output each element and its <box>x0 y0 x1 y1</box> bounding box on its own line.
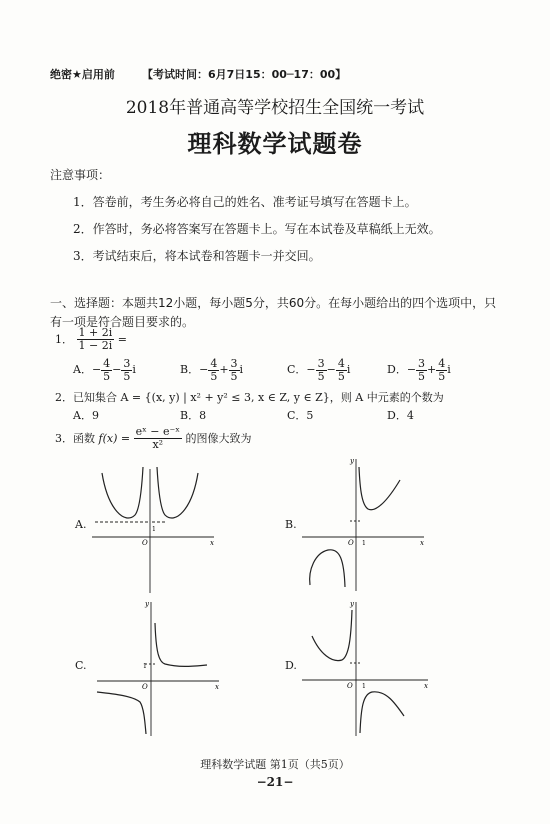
tick-label-one: 1 <box>362 683 366 690</box>
q1-option-a: A．− $\frac{4}{5}$ − $\frac{3}{5}$ i <box>73 357 136 383</box>
q1-option-b: B．− $\frac{4}{5}$ + $\frac{3}{5}$ i <box>180 357 244 383</box>
question-1: 1． $\frac{1 + 2i}{1 - 2i}$ = <box>55 326 127 352</box>
graph-a <box>90 465 220 595</box>
tick-label-one: 1 <box>152 526 156 533</box>
q2-option-d: D．4 <box>387 409 414 422</box>
section-heading-cont: 有一项是符合题目要求的。 <box>50 315 195 329</box>
x-axis-label: x <box>420 539 424 547</box>
q3-fraction: $\frac{\text{eˣ − e⁻ˣ}}{\text{x²}}$ <box>135 425 180 451</box>
tick-label-one: 1 <box>362 540 366 547</box>
footer-page: 理科数学试题 第1页（共5页） <box>200 758 350 771</box>
graph-c <box>95 598 225 738</box>
section-heading: 一、选择题：本题共12小题，每小题5分，共60分。在每小题给出的四个选项中，只 <box>50 296 497 310</box>
q1-fraction: $\frac{1 + 2i}{1 - 2i}$ <box>78 326 113 352</box>
q3-option-a-label: A. <box>75 518 87 531</box>
q2-option-c: C．5 <box>287 409 314 422</box>
notice-item: 3．考试结束后，将本试卷和答题卡一并交回。 <box>73 249 321 263</box>
curve-left <box>97 692 146 734</box>
exam-time: 【考试时间：6月7日15：00─17：00】 <box>142 68 347 81</box>
origin-label: O <box>142 683 148 691</box>
footer-number: −21− <box>256 775 294 789</box>
q1-option-d: D．− $\frac{3}{5}$ + $\frac{4}{5}$ i <box>387 357 451 383</box>
curve-left <box>102 467 143 518</box>
x-axis-label: x <box>215 683 219 691</box>
origin-label: O <box>347 682 353 690</box>
exam-title: 2018年普通高等学校招生全国统一考试 <box>125 98 425 118</box>
origin-label: O <box>348 539 354 547</box>
tick-label-one: 1 <box>143 663 147 670</box>
curve-right <box>155 623 207 666</box>
q3-option-d-label: D. <box>285 659 297 672</box>
y-axis-label: y <box>145 600 149 608</box>
curve-right <box>360 692 404 733</box>
y-axis-label: y <box>350 600 354 608</box>
origin-label: O <box>142 539 148 547</box>
x-axis-label: x <box>424 682 428 690</box>
q1-option-c: C．− $\frac{3}{5}$ − $\frac{4}{5}$ i <box>287 357 351 383</box>
graph-d <box>300 598 435 738</box>
curve-left <box>312 610 352 661</box>
q3-option-c-label: C. <box>75 659 87 672</box>
question-3: 3．函数 f(x) = $\frac{\text{eˣ − e⁻ˣ}}{\text{x²}}$ 的图像大致为 <box>55 425 252 451</box>
notice-item: 1．答卷前，考生务必将自己的姓名、准考证号填写在答题卡上。 <box>73 195 417 209</box>
x-axis-label: x <box>210 539 214 547</box>
question-2: 2．已知集合 A = {(x, y) | x² + y² ≤ 3, x ∈ Z, y ∈ Z}，则 A 中元素的个数为 <box>55 391 444 404</box>
graph-b <box>300 455 430 595</box>
curve-right <box>157 467 198 518</box>
y-axis-label: y <box>350 457 354 465</box>
notice-item: 2．作答时，务必将答案写在答题卡上。写在本试卷及草稿纸上无效。 <box>73 222 441 236</box>
q2-option-a: A．9 <box>73 409 99 422</box>
curve-left <box>310 550 345 587</box>
confidential-label: 绝密★启用前 <box>50 68 115 81</box>
notice-heading: 注意事项： <box>50 168 111 182</box>
q2-option-b: B．8 <box>180 409 207 422</box>
exam-subtitle: 理科数学试题卷 <box>187 130 363 158</box>
curve-right <box>359 467 400 510</box>
q3-option-b-label: B. <box>285 518 297 531</box>
